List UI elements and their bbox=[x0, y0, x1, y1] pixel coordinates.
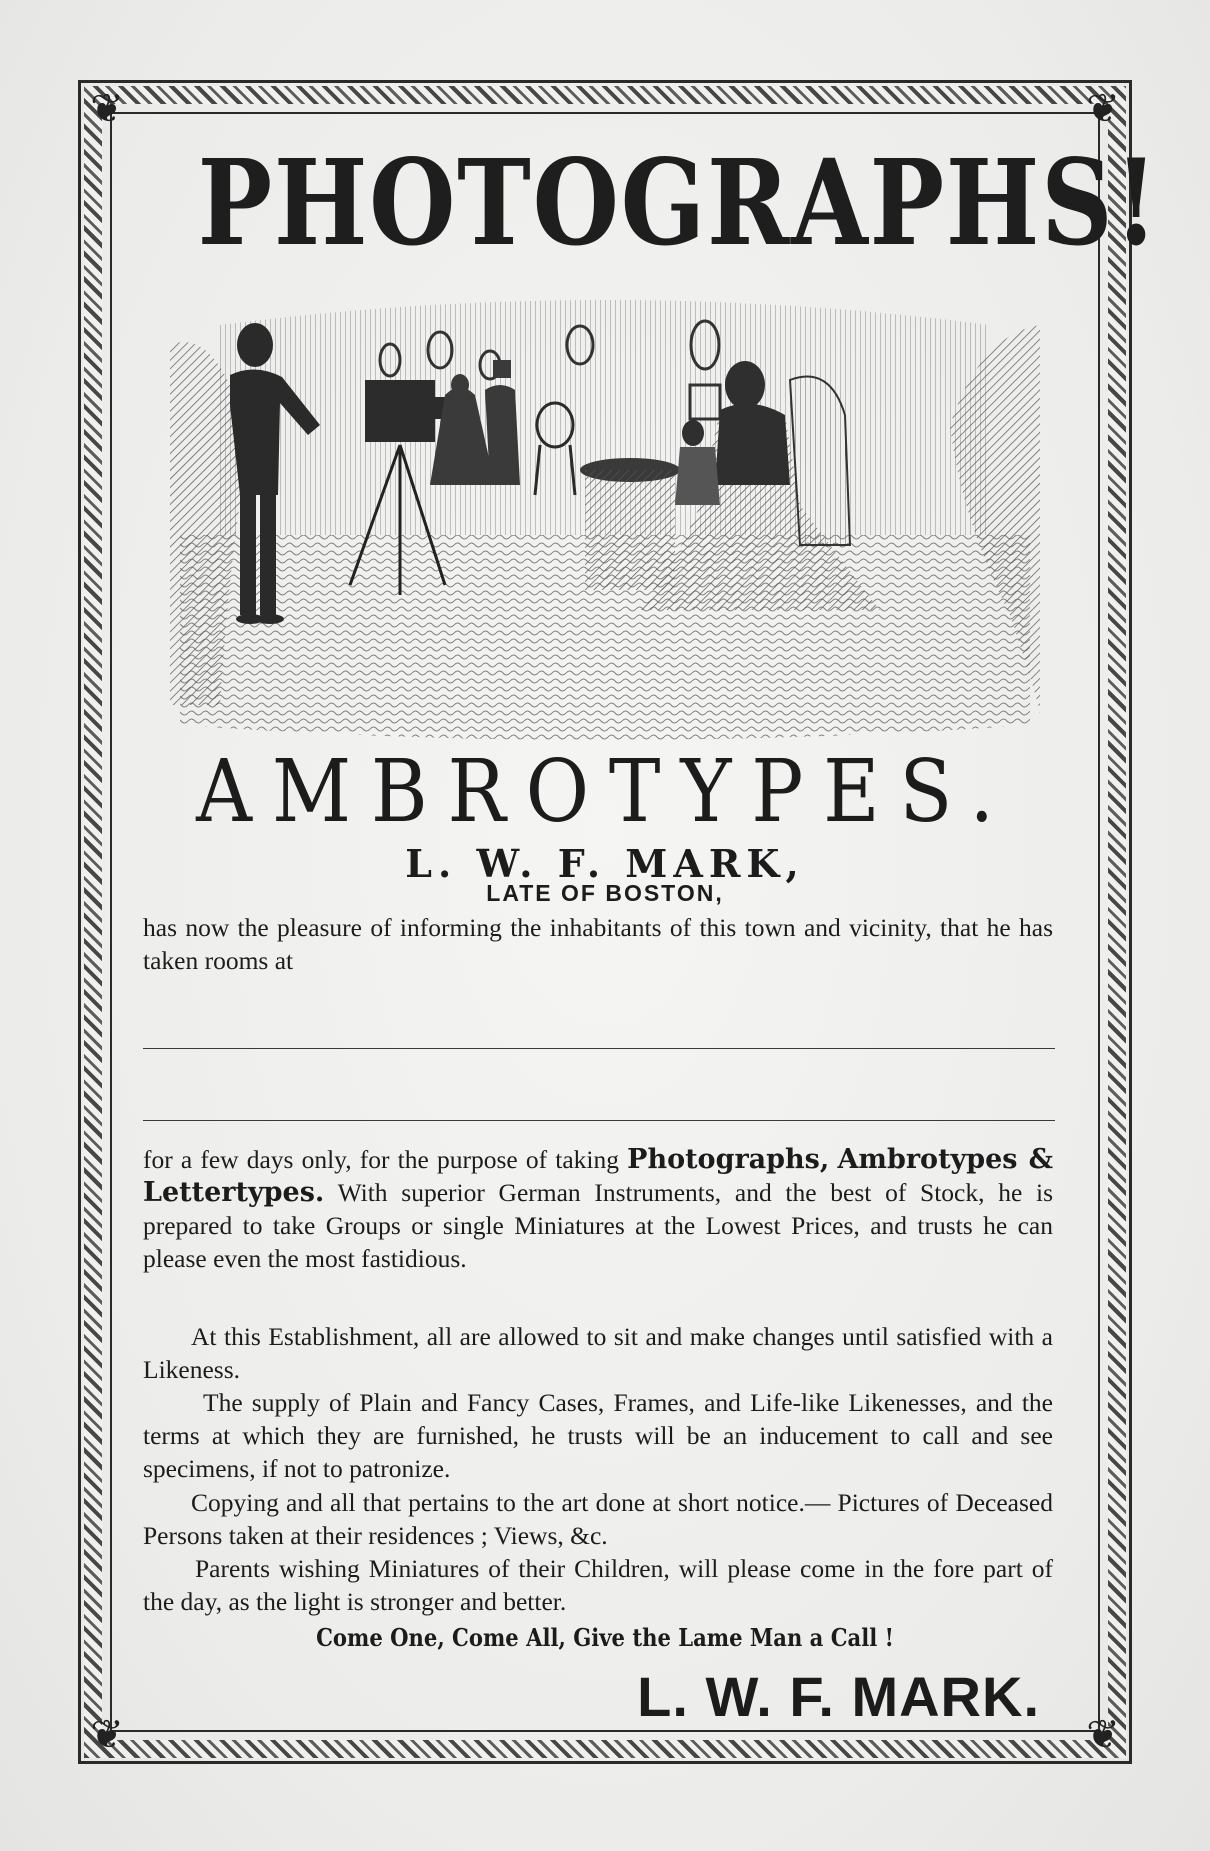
proprietor-name: L. W. F. MARK, bbox=[405, 841, 805, 886]
origin-line: LATE OF BOSTON, bbox=[486, 880, 724, 906]
headline: PHOTOGRAPHS! bbox=[197, 133, 1160, 272]
callout-line: Come One, Come All, Give the Lame Man a Call ! bbox=[316, 1623, 894, 1652]
parents-paragraph: Parents wishing Miniatures of their Children, will please come in the fore part of the day, as the light is stronger and better. bbox=[143, 1554, 1053, 1616]
studio-engraving bbox=[160, 285, 1050, 740]
highlight-ambrotypes: Ambrotypes & Lettertypes. bbox=[143, 1144, 1054, 1208]
subheadline: AMBROTYPES. bbox=[196, 742, 1014, 842]
corner-scroll-icon: ❦ bbox=[90, 1712, 124, 1758]
signature: L. W. F. MARK. bbox=[637, 1665, 1040, 1728]
corner-scroll-icon: ❦ bbox=[90, 86, 124, 132]
highlight-photographs: Photographs, bbox=[627, 1144, 830, 1175]
address-blank-line bbox=[143, 1120, 1055, 1121]
supply-paragraph: The supply of Plain and Fancy Cases, Frames, and Life-like Likenesses, and the terms at which they are furnished, he trusts will be an inducement to call and see specimens, if not to patronize. bbox=[143, 1388, 1053, 1483]
copying-paragraph: Copying and all that pertains to the art done at short notice.— Pictures of Deceased Persons taken at their residences ; Views, &c. bbox=[143, 1488, 1053, 1550]
corner-scroll-icon: ❦ bbox=[1086, 1712, 1120, 1758]
establishment-paragraph: At this Establishment, all are allowed to sit and make changes until satisfied with a Likeness. bbox=[143, 1322, 1053, 1384]
details-lead: for a few days only, for the purpose of taking bbox=[143, 1145, 619, 1174]
address-blank-line bbox=[143, 1048, 1055, 1049]
intro-paragraph: has now the pleasure of informing the inhabitants of this town and vicinity, that he has taken rooms at bbox=[143, 913, 1053, 975]
details-rest: With superior German Instruments, and the best of Stock, he is prepared to take Groups or single Miniatures at the Lowest Prices, and trusts he can please even the most fastidious. bbox=[143, 1178, 1053, 1273]
corner-scroll-icon: ❦ bbox=[1086, 86, 1120, 132]
details-paragraph bbox=[143, 1143, 1053, 1275]
